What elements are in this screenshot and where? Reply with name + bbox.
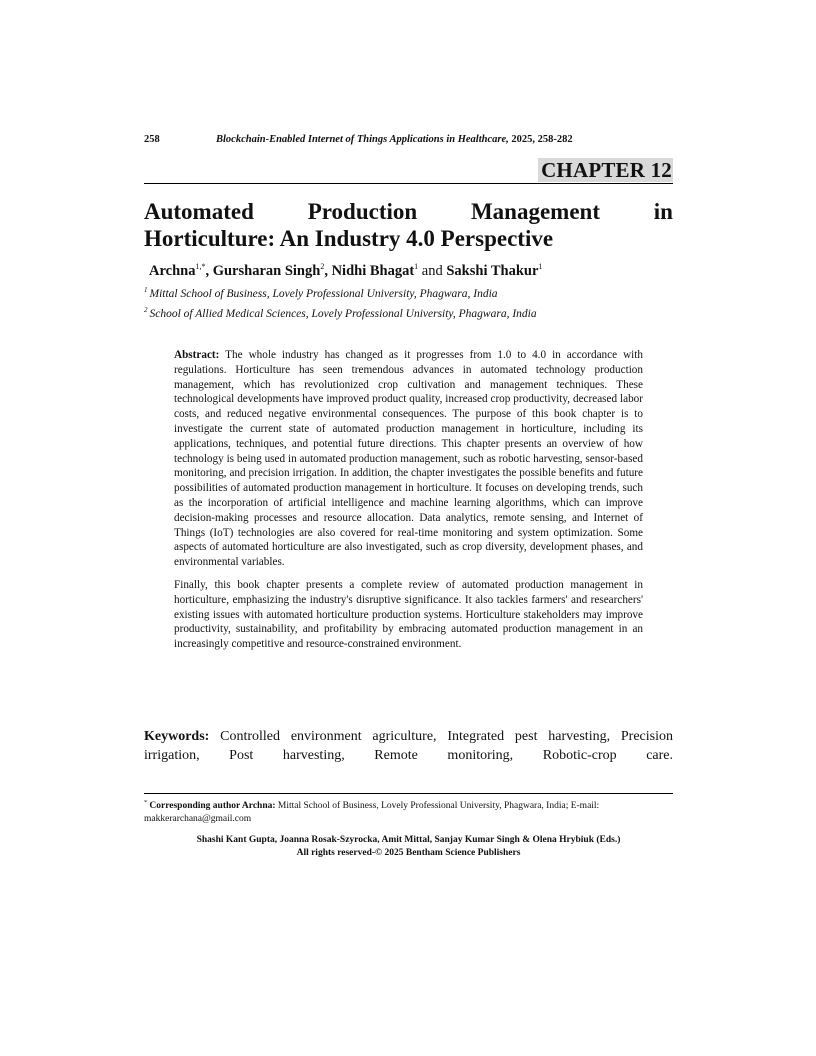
- keywords-label: Keywords:: [144, 729, 210, 744]
- keywords-text: Controlled environment agriculture, Integrated pest harvesting, Precision irrigation, Post harvesting, Remote monitoring, Robotic-crop care.: [144, 729, 673, 763]
- title-word: in: [653, 199, 673, 224]
- title-word: Management: [470, 199, 600, 224]
- chapter-label: CHAPTER 12: [538, 158, 673, 182]
- editors-copyright: [144, 834, 673, 859]
- journal-name: Blockchain-Enabled Internet of Things Applications in Healthcare,: [216, 134, 509, 145]
- author-conjunction: and: [421, 263, 443, 279]
- chapter-heading-rule: [144, 157, 673, 184]
- paper-page: [144, 0, 673, 1056]
- affiliation-marker: 2: [144, 306, 148, 314]
- affiliation-text: School of Allied Medical Sciences, Lovely Professional University, Phagwara, India: [149, 308, 537, 320]
- abstract-paragraph: [174, 348, 643, 570]
- author-name: Archna: [149, 263, 196, 279]
- journal-title: [216, 134, 573, 145]
- abstract: [174, 348, 643, 660]
- affiliation-text: Mittal School of Business, Lovely Professional University, Phagwara, India: [149, 288, 498, 300]
- keywords: [144, 727, 673, 765]
- footnote-text: Mittal School of Business, Lovely Professional University, Phagwara, India; E-mail: makkerarchana@gmail.com: [144, 801, 600, 824]
- title-word: Automated: [144, 199, 254, 224]
- author-affiliation-marker: 1,*: [195, 262, 206, 271]
- author-name: Sakshi Thakur: [446, 263, 539, 279]
- title-line-1: [144, 198, 673, 225]
- author-affiliation-marker: 1: [538, 262, 543, 271]
- abstract-paragraph: Finally, this book chapter presents a complete review of automated production management in horticulture, emphasizing the industry's disruptive significance. It also tackles farmers' and researchers' existing issues with automated horticulture production systems. Horticulture stakeholders may improve productivity, sustainability, and profitability by embracing automated production management in an increasingly competitive and resource-constrained environment.: [174, 578, 643, 651]
- author-name: Nidhi Bhagat: [331, 263, 415, 279]
- title-line-2: Horticulture: An Industry 4.0 Perspective: [144, 226, 554, 251]
- affiliation: [144, 286, 673, 300]
- journal-year-pages: 2025, 258-282: [511, 134, 573, 145]
- footnote-label: Corresponding author Archna:: [149, 801, 276, 811]
- abstract-text: The whole industry has changed as it progresses from 1.0 to 4.0 in accordance with regulations. Horticulture has seen tremendous advances in automated technology production management, which has revolutionized crop cultivation and management techniques. These technological developments have improved product quality, increased crop productivity, decreased labor costs, and reduced negative environmental consequences. The purpose of this book chapter is to investigate the current state of automated production management in horticulture, including its applications, techniques, and potential future directions. This chapter presents an overview of how technology is being used in automated production management, such as robotic harvesting, sensor-based monitoring, and precision irrigation. In addition, the chapter investigates the possible benefits and future possibilities of automated production management in horticulture. It focuses on developing trends, such as the incorporation of artificial intelligence and machine learning algorithms, which can improve decision-making processes and resource allocation. Data analytics, remote sensing, and Internet of Things (IoT) technologies are also covered for real-time monitoring and system optimization. Some aspects of automated horticulture are also investigated, such as crop diversity, development phases, and environmental variables.: [174, 349, 643, 569]
- editors-line: Shashi Kant Gupta, Joanna Rosak-Szyrocka, Amit Mittal, Sanjay Kumar Singh & Olena Hrybiuk (Eds.): [196, 835, 621, 845]
- author-list: Archna$^{1,*}$, Gursharan Singh$^2$, Nidhi Bhagat$^1$ and Sakshi Thakur$^1$: [149, 262, 543, 279]
- author-affiliation-marker: 2: [320, 262, 325, 271]
- abstract-label: Abstract:: [174, 349, 220, 361]
- author-affiliation-marker: 1: [414, 262, 419, 271]
- affiliation: [144, 306, 673, 320]
- author-name: Gursharan Singh: [212, 263, 321, 279]
- page-number: 258: [144, 134, 160, 145]
- title-word: Production: [307, 199, 418, 224]
- footnote-marker: *: [144, 800, 147, 806]
- article-title: [144, 198, 673, 252]
- affiliation-marker: 1: [144, 286, 148, 294]
- copyright-line: All rights reserved-© 2025 Bentham Science Publishers: [296, 847, 521, 858]
- corresponding-author-footnote: [144, 793, 673, 825]
